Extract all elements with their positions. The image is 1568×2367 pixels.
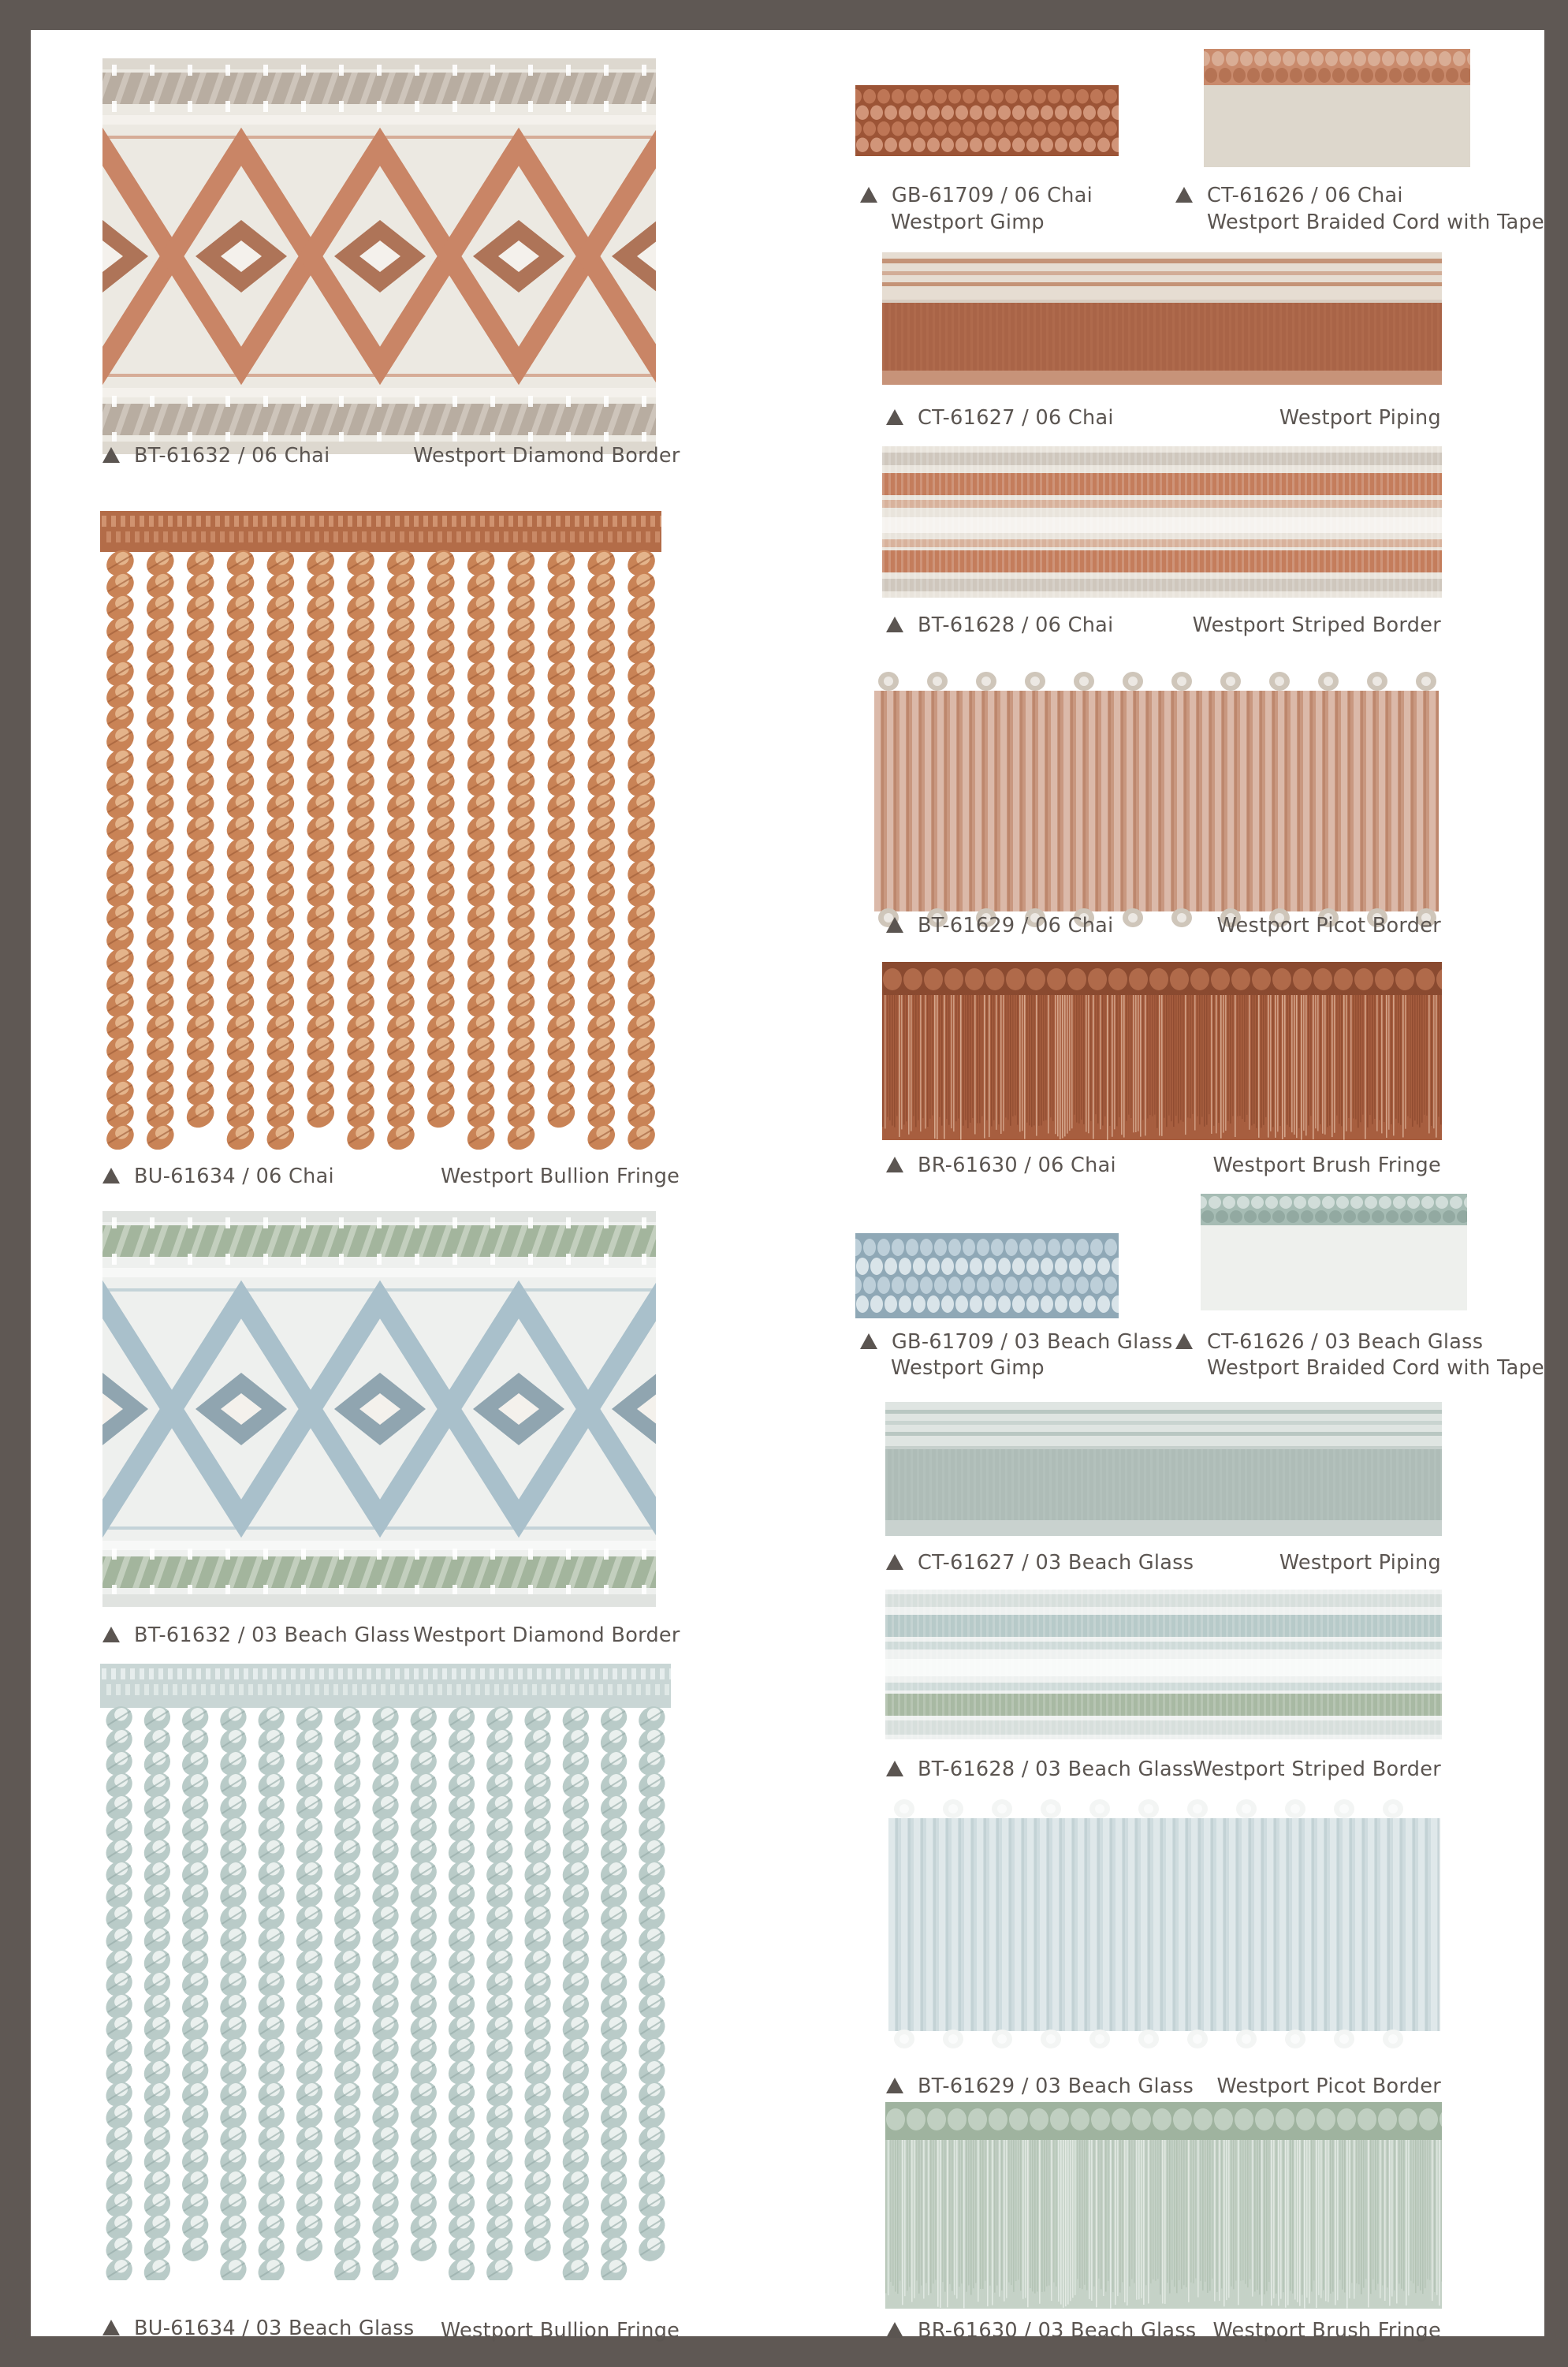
catalog-page xyxy=(31,30,1545,2343)
caption-sku: BT-61628 / 03 Beach Glass xyxy=(918,1758,1194,1781)
caption-brush-fringe-chai xyxy=(886,1156,1116,1176)
triangle-up-icon xyxy=(860,1333,877,1349)
swatch-diamond-border-chai xyxy=(102,58,656,454)
triangle-up-icon xyxy=(886,2078,903,2093)
caption-name: Westport Gimp xyxy=(891,211,1045,234)
triangle-up-icon xyxy=(102,447,120,463)
swatch-bullion-fringe-chai xyxy=(100,511,661,1150)
triangle-up-icon xyxy=(886,409,903,425)
caption-name: Westport Braided Cord with Tape xyxy=(1207,211,1545,234)
caption-braided-cord-beach-glass xyxy=(1175,1330,1484,1354)
triangle-up-icon xyxy=(1175,1333,1193,1349)
swatch-striped-border-beach-glass xyxy=(885,1590,1442,1739)
triangle-up-icon xyxy=(886,917,903,933)
triangle-up-icon xyxy=(886,617,903,632)
caption-sku: CT-61626 / 03 Beach Glass xyxy=(1207,1330,1484,1354)
swatch-brush-fringe-beach-glass xyxy=(885,2102,1442,2309)
triangle-up-icon xyxy=(1175,187,1193,203)
triangle-up-icon xyxy=(102,1627,120,1642)
caption-brush-fringe-beach-glass xyxy=(886,2321,1197,2342)
swatch-braided-cord-chai xyxy=(1204,49,1470,172)
swatch-diamond-border-beach-glass xyxy=(102,1211,656,1607)
caption-name: Westport Picot Border xyxy=(1216,2074,1441,2098)
caption-name: Westport Piping xyxy=(1279,406,1441,430)
swatch-braided-cord-beach-glass xyxy=(1201,1194,1467,1314)
caption-name: Westport Bullion Fringe xyxy=(441,1165,680,1188)
caption-piping-beach-glass xyxy=(886,1553,1194,1574)
caption-picot-border-chai xyxy=(886,916,1113,937)
swatch-bullion-fringe-beach-glass xyxy=(100,1664,671,2280)
caption-name: Westport Diamond Border xyxy=(413,444,680,468)
caption-sku: BR-61630 / 03 Beach Glass xyxy=(918,2319,1197,2343)
caption-sku: BU-61634 / 06 Chai xyxy=(134,1165,334,1188)
caption-name: Westport Picot Border xyxy=(1216,914,1441,937)
swatch-gimp-chai xyxy=(855,77,1119,164)
triangle-up-icon xyxy=(886,1157,903,1172)
caption-striped-border-chai xyxy=(886,613,1114,637)
caption-name: Westport Brush Fringe xyxy=(1212,2319,1441,2343)
caption-bullion-fringe-beach-glass xyxy=(102,2319,414,2339)
caption-name: Westport Striped Border xyxy=(1192,613,1441,637)
caption-bullion-fringe-chai xyxy=(102,1167,334,1187)
triangle-up-icon xyxy=(102,1168,120,1184)
caption-picot-border-beach-glass xyxy=(886,2074,1194,2098)
caption-diamond-border-beach-glass xyxy=(102,1623,411,1647)
caption-sku: BT-61632 / 06 Chai xyxy=(134,444,330,468)
caption-name: Westport Piping xyxy=(1279,1551,1441,1575)
caption-name: Westport Striped Border xyxy=(1192,1758,1441,1781)
swatch-piping-beach-glass xyxy=(885,1402,1442,1536)
caption-sku: BT-61629 / 06 Chai xyxy=(918,914,1114,937)
caption-sku: BU-61634 / 03 Beach Glass xyxy=(134,2317,415,2340)
caption-name: Westport Diamond Border xyxy=(413,1623,680,1647)
swatch-piping-chai xyxy=(882,252,1442,385)
caption-name: Westport Brush Fringe xyxy=(1212,1154,1441,1177)
swatch-striped-border-chai xyxy=(882,446,1442,598)
caption-sku: BT-61629 / 03 Beach Glass xyxy=(918,2074,1194,2098)
caption-gimp-chai xyxy=(860,186,1093,207)
triangle-up-icon xyxy=(886,1554,903,1570)
caption-sku: CT-61627 / 06 Chai xyxy=(918,406,1114,430)
swatch-picot-border-beach-glass xyxy=(885,1796,1442,2056)
caption-diamond-border-chai xyxy=(102,446,330,467)
caption-sku: BT-61628 / 06 Chai xyxy=(918,613,1114,637)
caption-striped-border-beach-glass xyxy=(886,1760,1194,1780)
triangle-up-icon xyxy=(886,1761,903,1776)
caption-sku: GB-61709 / 03 Beach Glass xyxy=(892,1330,1173,1354)
caption-name: Westport Gimp xyxy=(891,1356,1045,1380)
caption-piping-chai xyxy=(886,408,1114,429)
caption-name: Westport Braided Cord with Tape xyxy=(1207,1356,1545,1380)
swatch-picot-border-chai xyxy=(870,667,1443,937)
caption-braided-cord-chai xyxy=(1175,186,1403,207)
caption-gimp-beach-glass xyxy=(860,1330,1173,1354)
caption-name: Westport Bullion Fringe xyxy=(441,2319,680,2343)
swatch-brush-fringe-chai xyxy=(882,962,1442,1140)
triangle-up-icon xyxy=(860,187,877,203)
triangle-up-icon xyxy=(102,2320,120,2335)
caption-sku: CT-61626 / 06 Chai xyxy=(1207,184,1403,207)
caption-sku: BR-61630 / 06 Chai xyxy=(918,1154,1116,1177)
triangle-up-icon xyxy=(886,2322,903,2338)
caption-sku: CT-61627 / 03 Beach Glass xyxy=(918,1551,1194,1575)
caption-sku: GB-61709 / 06 Chai xyxy=(892,184,1093,207)
caption-sku: BT-61632 / 03 Beach Glass xyxy=(134,1623,411,1647)
swatch-gimp-beach-glass xyxy=(855,1228,1119,1323)
